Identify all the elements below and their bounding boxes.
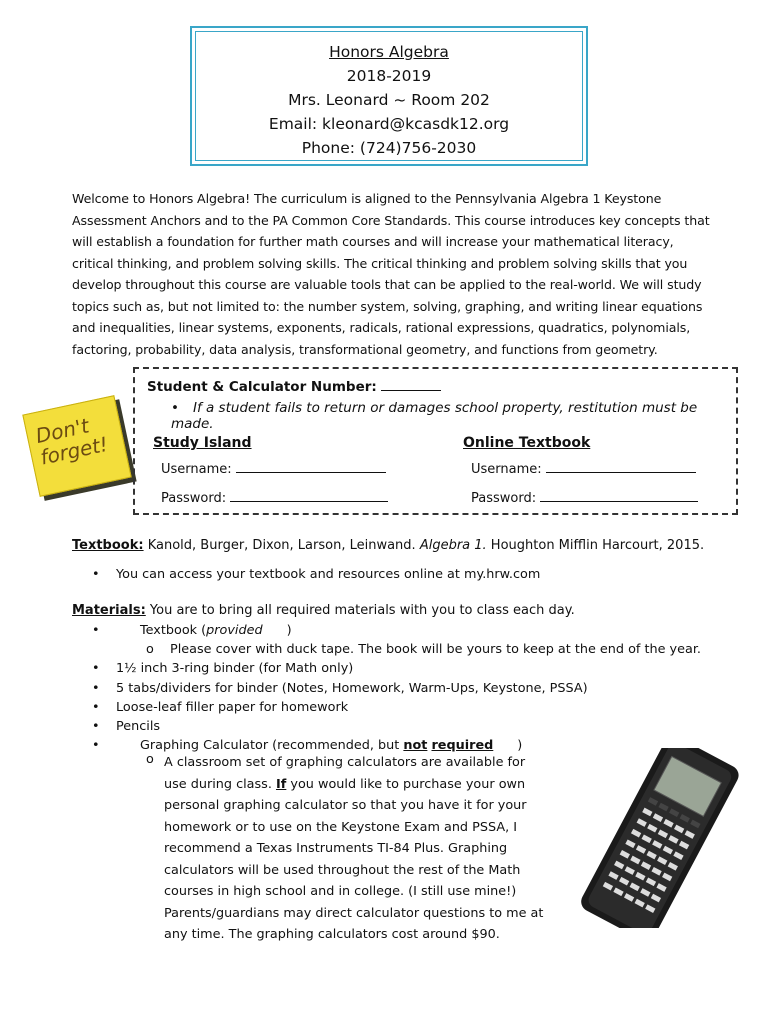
study-island-column: [153, 435, 388, 518]
graphing-calculator-image: [574, 748, 744, 928]
online-textbook-username: Username:: [471, 460, 698, 489]
calculator-paragraph: A classroom set of graphing calculators are available for use during class. If you would like to purchase your own personal graphing calculator so that you have it for your homework or to use on the Keystone Exam and PSSA, I recommend a Texas Instruments TI-84 Plus. Graphing calculators will be used throughout the rest of the Math courses in high school and in college. (I still use mine!) Parents/guardians may direct calculator questions to me at any time. The graphing calculators cost around $90.: [164, 755, 544, 942]
teacher-phone: Phone: (724)756-2030: [301, 139, 477, 157]
teacher-email: Email: kleonard@kcasdk12.org: [268, 115, 510, 133]
calculator-number-label: Student & Calculator Number:: [147, 377, 441, 395]
restitution-note: • If a student fails to return or damages school property, restitution must be made.: [171, 400, 736, 432]
textbook-title: Algebra 1.: [419, 538, 487, 553]
sticky-note-text: Don't forget!: [33, 413, 111, 470]
material-pencils: • Pencils: [92, 719, 160, 734]
material-binder: • 1½ inch 3-ring binder (for Math only): [92, 661, 353, 676]
study-island-password: Password:: [161, 489, 388, 518]
study-island-username: Username:: [161, 460, 388, 489]
online-textbook-column: [463, 435, 698, 518]
teacher-room: Mrs. Leonard ~ Room 202: [288, 91, 490, 109]
material-paper: • Loose-leaf filler paper for homework: [92, 700, 348, 715]
reminder-box: [133, 367, 738, 515]
material-tabs: • 5 tabs/dividers for binder (Notes, Homework, Warm-Ups, Keystone, PSSA): [92, 681, 588, 696]
material-calculator: • Graphing Calculator (recommended, but not required ): [92, 738, 522, 753]
online-textbook-password: Password:: [471, 489, 698, 518]
online-textbook-heading: Online Textbook: [463, 435, 591, 451]
textbook-label: Textbook:: [72, 538, 144, 553]
study-island-heading: Study Island: [153, 435, 252, 451]
material-textbook: • Textbook (provided ): [92, 623, 292, 638]
intro-paragraph: Welcome to Honors Algebra! The curriculum is aligned to the Pennsylvania Algebra 1 Keystone Assessment Anchors and to the PA Common Core Standards. This course introduces key concepts that will establish a foundation for further math courses and will increase your mathematical literacy, critical thinking, and problem solving skills. The critical thinking and problem solving skills that you develop throughout this course are valuable tools that can be applied to the real-world. We will study topics such as, but not limited to: the number system, solving, graphing, and writing linear equations and inequalities, linear systems, exponents, radicals, rational expressions, quadratics, polynomials, factoring, probability, data analysis, transformational geometry, and functions from geometry.: [72, 191, 710, 357]
syllabus-page: Honors Algebra 2018-2019 Mrs. Leonard ~ Room 202 Email: kleonard@kcasdk12.org Phone: (724)756-2030 Welcome to Honors Algebra! The curriculum is aligned to the Pennsylvania Algebra 1 Keystone Assessment Anchors and to the PA Common Core Standards. This course introduces key concepts that will establish a foundation for further math courses and will increase your mathematical literacy, critical thinking, and problem solving skills. The critical thinking and problem solving skills that you develop throughout this course are valuable tools that can be applied to the real-world. We will study topics such as, but not limited to: the number system, solving, graphing, and writing linear equations and inequalities, linear systems, exponents, radicals, rational expressions, quadratics, polynomials, factoring, probability, data analysis, transformational geometry, and functions from geometry. Don't forget! Student & Calculator Number: • If a student fails to return or damages school property, restitution must be made. Study Island Username: Password: Online Textbook Username: Password: Textbook: Kanold, Burger, Dixon, Larson, Leinwand. Algebra 1. Houghton Mifflin Harcourt, 2015. • You can access your textbook and resources online at my.hrw.com Materials: You are to bring all required materials with you to class each day. • Textbook (provided ) o Please cover with duck tape. The book will be yours to keep at the end of the year. • 1½ inch 3-ring binder (for Math only) • 5 tabs/dividers for binder (Notes, Homework, Warm-Ups, Keystone, PSSA) • Loose-leaf filler paper for homework • Pencils • Graphing Calculator (recommended, but not required ) o A classroom set of graphing calculators are available for use during class. If you would like to purchase your own personal graphing calculator so that you have it for your homework or to use on the Keystone Exam and PSSA, I recommend a Texas Instruments TI-84 Plus. Graphing calculators will be used throughout the rest of the Math courses in high school and in college. (I still use mine!) Parents/guardians may direct calculator questions to me at any time. The graphing calculators cost around $90.: [0, 0, 770, 1024]
header-box: [190, 26, 588, 166]
textbook-online-bullet: • You can access your textbook and resources online at my.hrw.com: [92, 567, 540, 582]
dont-forget-sticky-note: [22, 395, 131, 497]
textbook-line: Textbook: Kanold, Burger, Dixon, Larson, Leinwand. Algebra 1. Houghton Mifflin Harcourt, 2015.: [72, 538, 705, 553]
course-title: Honors Algebra: [329, 43, 449, 61]
materials-label: Materials:: [72, 603, 146, 618]
calculator-sub-marker: o: [146, 752, 154, 767]
materials-line: Materials: You are to bring all required materials with you to class each day.: [72, 603, 575, 618]
calculator-number-blank: [381, 377, 441, 391]
school-year: 2018-2019: [346, 67, 432, 85]
